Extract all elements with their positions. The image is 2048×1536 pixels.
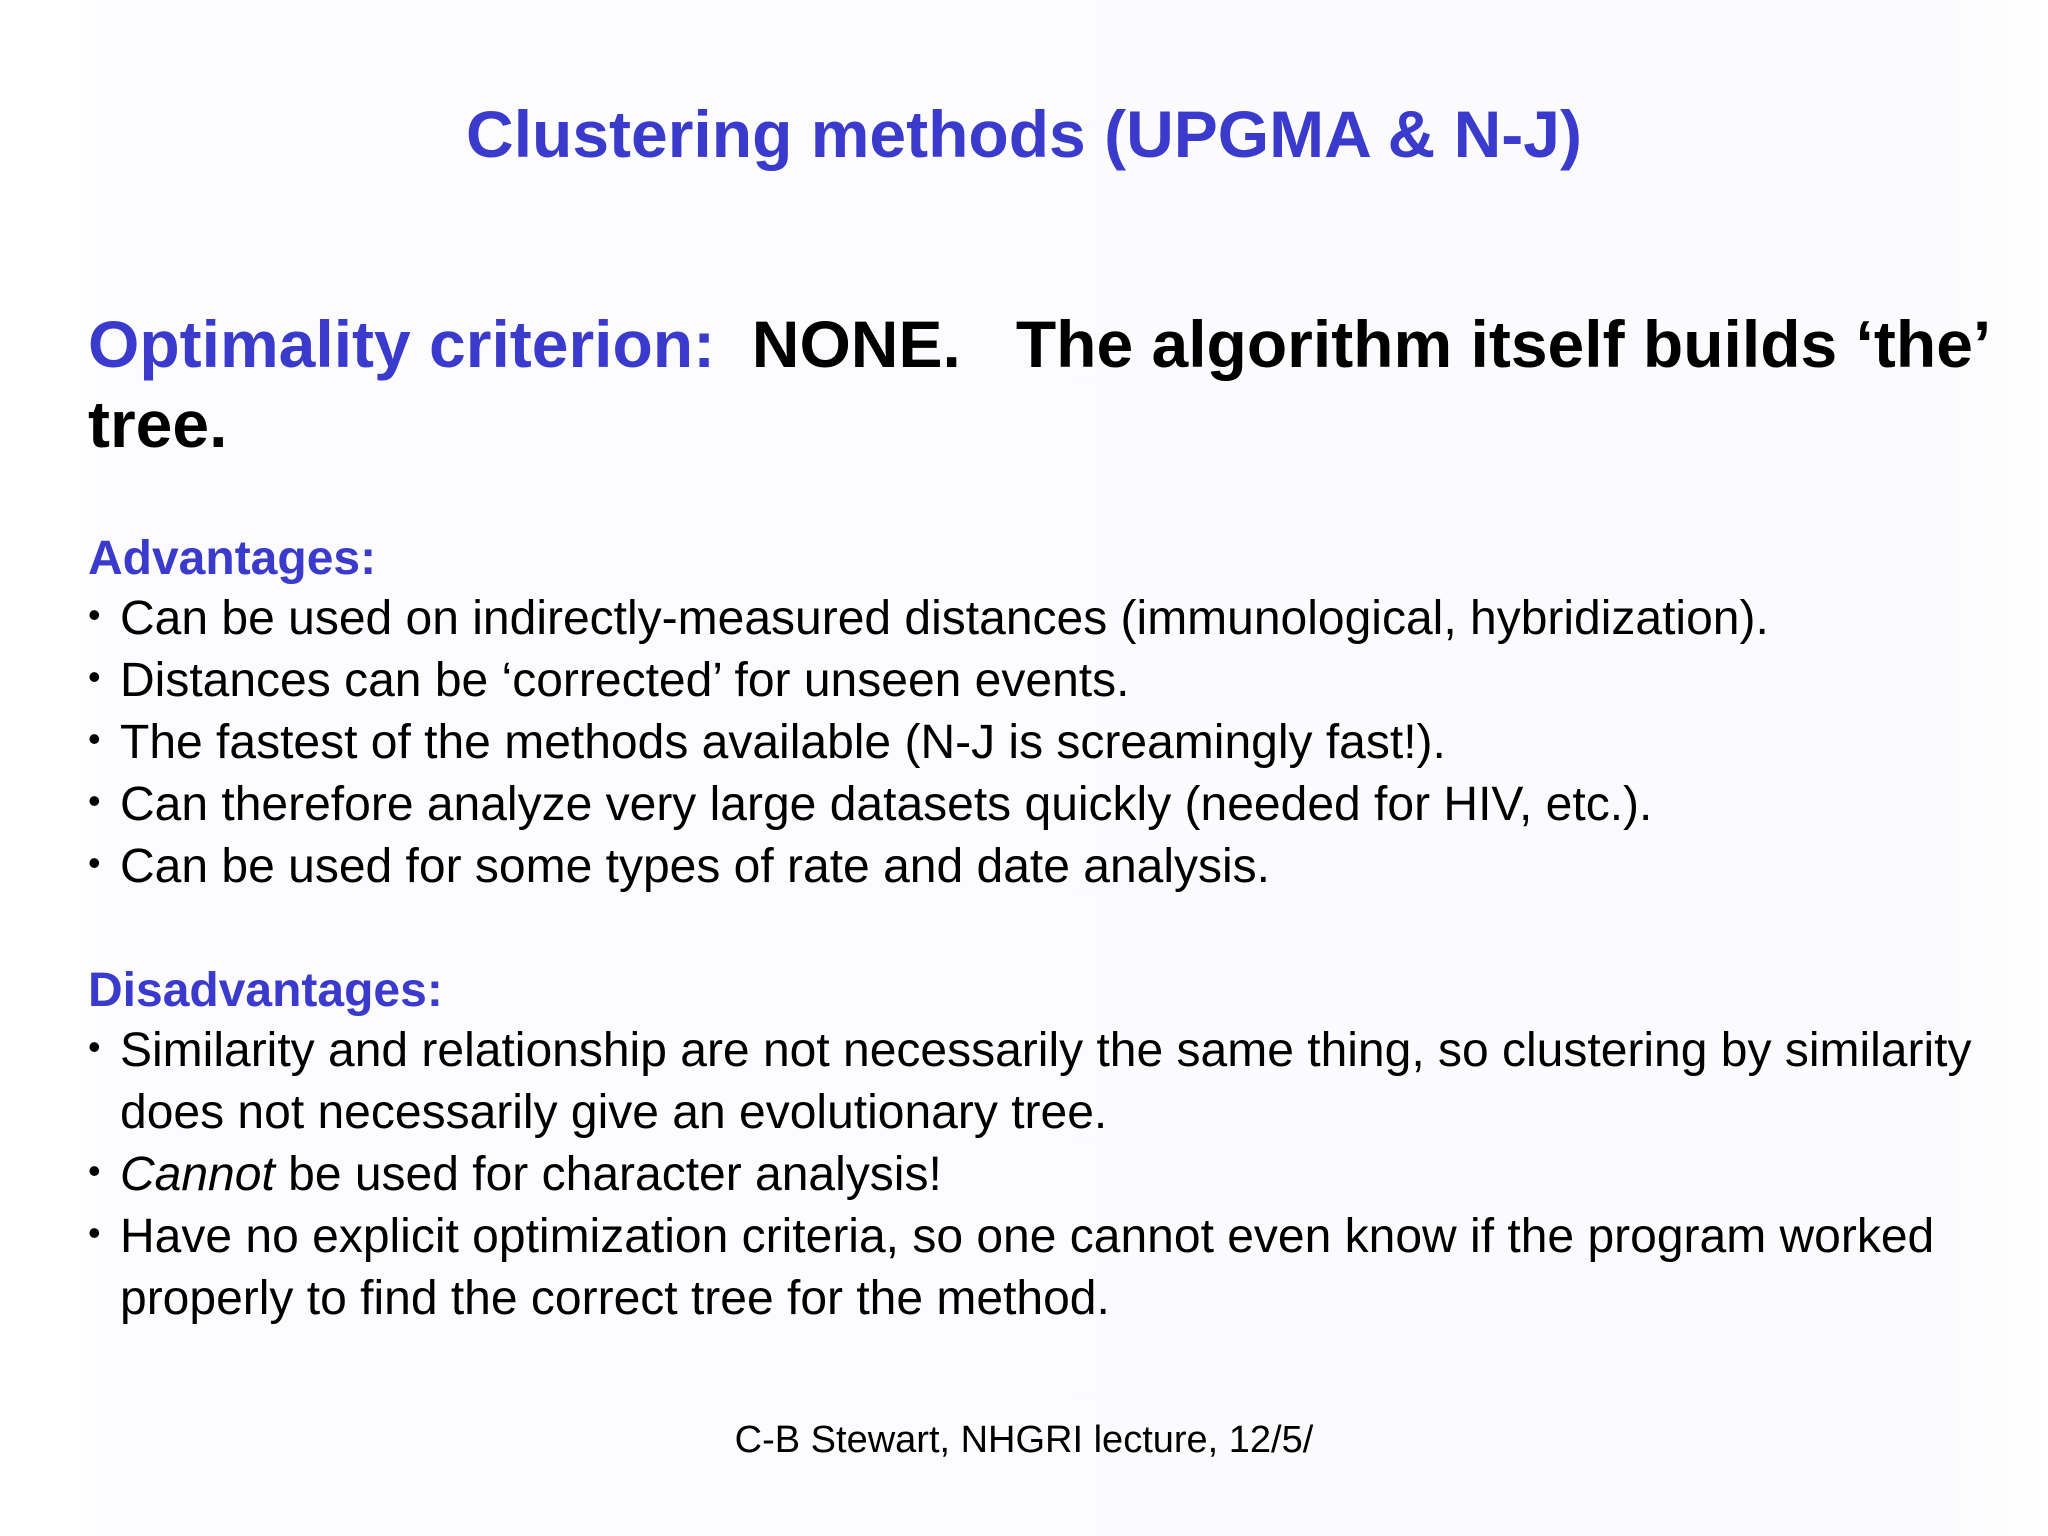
disadvantages-heading: Disadvantages:: [88, 964, 443, 1017]
advantage-text: The fastest of the methods available (N-J is screamingly fast!).: [120, 716, 1446, 769]
advantage-text: Distances can be ‘corrected’ for unseen events.: [120, 654, 1130, 707]
advantage-text: Can be used for some types of rate and date analysis.: [120, 840, 1271, 893]
bullet-icon: •: [88, 1150, 101, 1191]
bullet-icon: •: [88, 780, 101, 821]
disadvantage-emphasis: Cannot: [120, 1148, 275, 1201]
list-item: [88, 1144, 1988, 1206]
list-item: [88, 836, 1988, 898]
advantage-text: Can therefore analyze very large datasets quickly (needed for HIV, etc.).: [120, 778, 1653, 831]
bullet-icon: •: [88, 656, 101, 697]
bullet-icon: •: [88, 1212, 101, 1253]
slide-title-text: Clustering methods (UPGMA & N-J): [466, 97, 1582, 171]
criterion-text: NONE. The algorithm itself builds ‘the’ tree.: [88, 307, 2006, 461]
bullet-icon: •: [88, 1026, 101, 1067]
advantages-list: [88, 588, 1988, 898]
list-item: [88, 1020, 1988, 1144]
slide-title: [0, 94, 2048, 174]
list-item: [88, 774, 1988, 836]
advantage-text: Can be used on indirectly-measured distances (immunological, hybridization).: [120, 592, 1769, 645]
list-item: [88, 650, 1988, 712]
disadvantages-list: [88, 1020, 1988, 1330]
list-item: [88, 1206, 1988, 1330]
criterion-label: Optimality criterion:: [88, 307, 716, 381]
optimality-criterion: [88, 304, 2006, 464]
bullet-icon: •: [88, 594, 101, 635]
disadvantage-text: Similarity and relationship are not necessarily the same thing, so clustering by similarity does not necessarily give an evolutionary tree.: [120, 1024, 1972, 1139]
disadvantage-text: be used for character analysis!: [274, 1148, 942, 1201]
bullet-icon: •: [88, 842, 101, 883]
slide-footer: C-B Stewart, NHGRI lecture, 12/5/: [734, 1419, 1314, 1461]
disadvantage-text: Have no explicit optimization criteria, so one cannot even know if the program worked properly to find the correct tree for the method.: [120, 1210, 1935, 1325]
list-item: [88, 712, 1988, 774]
list-item: [88, 588, 1988, 650]
bullet-icon: •: [88, 718, 101, 759]
advantages-heading: Advantages:: [88, 532, 377, 585]
